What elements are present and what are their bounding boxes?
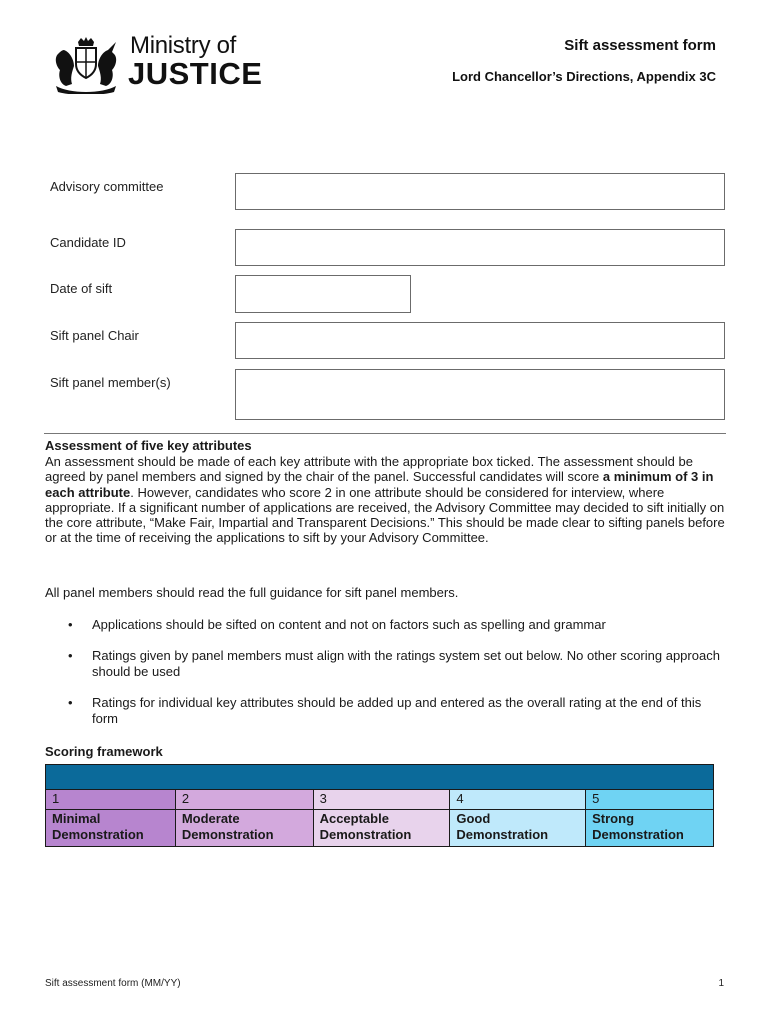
date-of-sift-input[interactable] <box>235 275 411 313</box>
footer-form-reference: Sift assessment form (MM/YY) <box>45 978 181 989</box>
sift-panel-members-input[interactable] <box>235 369 725 420</box>
score-number-5: 5 <box>586 790 714 810</box>
scoring-framework-table <box>45 764 714 847</box>
assessment-intro: An assessment should be made of each key attribute with the appropriate box ticked. The assessment should be agreed by panel members and signed by the chair of the panel. Successful candidates will score a minimum of 3 in each attribute. However, candidates who score 2 in one attribute should be considered for interview, where appropriate. If a significant number of applications are received, the Advisory Committee may decided to sift initially on the core attribute, “Make Fair, Impartial and Transparent Decisions.” This should be made clear to sifting panels before or at the time of receiving the applications to sift by your Advisory Committee. <box>45 454 725 546</box>
advisory-committee-input[interactable] <box>235 173 725 210</box>
score-number-3: 3 <box>313 790 450 810</box>
score-label-good: Good Demonstration <box>450 810 586 847</box>
advisory-committee-label: Advisory committee <box>50 179 164 194</box>
sift-panel-members-label: Sift panel member(s) <box>50 375 171 390</box>
form-subtitle: Lord Chancellor’s Directions, Appendix 3C <box>452 69 716 84</box>
section-divider <box>44 433 726 434</box>
list-item: • Ratings given by panel members must align with the ratings system set out below. No other scoring approach should be used <box>68 648 720 679</box>
page-number: 1 <box>718 978 724 989</box>
scoring-header-band <box>46 765 714 790</box>
score-label-strong: Strong Demonstration <box>586 810 714 847</box>
score-number-1: 1 <box>46 790 176 810</box>
bullet-icon: • <box>68 695 73 710</box>
bullet-icon: • <box>68 617 73 632</box>
sift-panel-chair-label: Sift panel Chair <box>50 328 139 343</box>
assessment-heading: Assessment of five key attributes <box>45 438 252 453</box>
date-of-sift-label: Date of sift <box>50 281 113 296</box>
candidate-id-label: Candidate ID <box>50 235 126 250</box>
score-number-2: 2 <box>175 790 313 810</box>
scoring-framework-heading: Scoring framework <box>45 744 163 759</box>
score-number-4: 4 <box>450 790 586 810</box>
candidate-id-input[interactable] <box>235 229 725 266</box>
bullet-icon: • <box>68 648 73 663</box>
sift-panel-chair-input[interactable] <box>235 322 725 359</box>
royal-crest-logo <box>50 36 122 94</box>
minimum-score-emphasis: a minimum of 3 in each attribute <box>45 469 714 500</box>
logo-text-justice: JUSTICE <box>128 56 263 91</box>
list-item: • Applications should be sifted on content and not on factors such as spelling and grammar <box>68 617 606 632</box>
guidance-note: All panel members should read the full guidance for sift panel members. <box>45 585 459 600</box>
score-label-minimal: Minimal Demonstration <box>46 810 176 847</box>
form-title: Sift assessment form <box>564 37 716 54</box>
score-label-acceptable: Acceptable Demonstration <box>313 810 450 847</box>
list-item: • Ratings for individual key attributes should be added up and entered as the overall rating at the end of this form <box>68 695 702 726</box>
logo-text-ministry: Ministry of <box>130 32 237 59</box>
score-label-moderate: Moderate Demonstration <box>175 810 313 847</box>
